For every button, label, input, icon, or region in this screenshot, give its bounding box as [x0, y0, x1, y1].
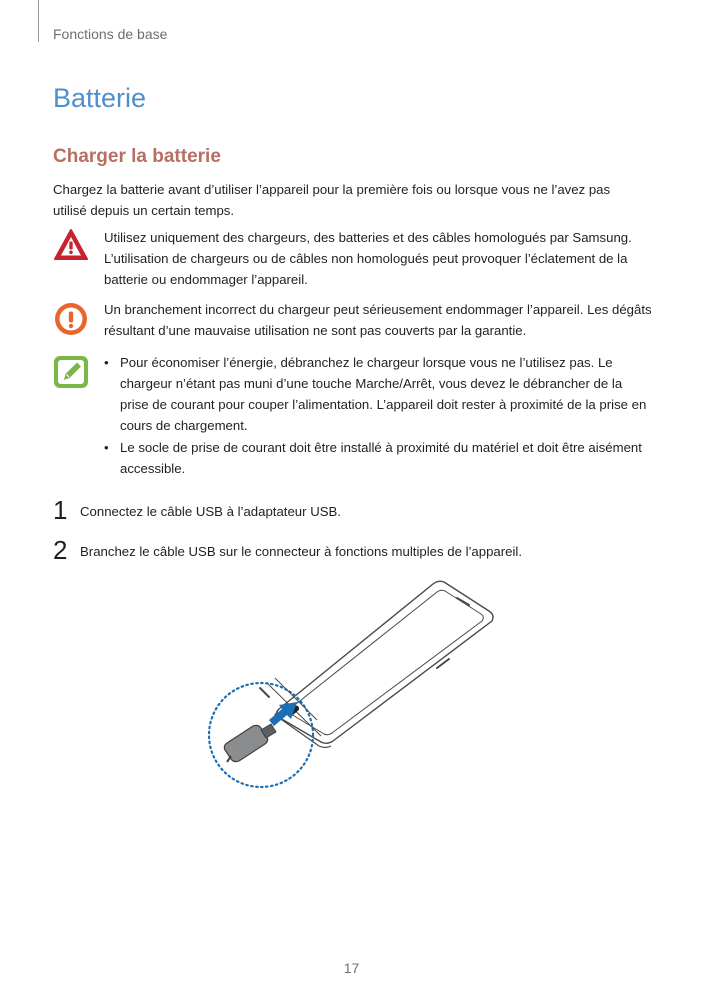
step-text: Connectez le câble USB à l’adaptateur USB.	[80, 504, 341, 519]
page-number: 17	[343, 960, 360, 976]
bullet-dot: •	[104, 355, 109, 370]
charging-illustration	[205, 578, 505, 803]
step-text: Branchez le câble USB sur le connecteur à fonctions multiples de l’appareil.	[80, 544, 523, 559]
warning-triangle-icon	[53, 228, 89, 262]
note-pencil-icon	[53, 355, 89, 389]
caution-exclamation-icon	[54, 302, 88, 336]
bullet-dot: •	[104, 440, 109, 455]
note-bullet-text: Pour économiser l’énergie, débranchez le chargeur lorsque vous ne l’utilisez pas. Le chargeur n’étant pas muni d’une touche Marche/Arrêt, vous devez le débrancher de la prise de courant pour couper l’alimentation. L’appareil doit rester à proximité de la prise en cours de chargement.	[120, 355, 647, 433]
usb-adapter	[224, 724, 276, 762]
caution-text: Un branchement incorrect du chargeur peut sérieusement endommager l’appareil. Les dégâts résultant d’une mauvaise utilisation ne sont pas couverts par la garantie.	[104, 302, 652, 338]
note-bullet-text: Le socle de prise de courant doit être installé à proximité du matériel et doit être aisément accessible.	[120, 440, 642, 476]
step-number: 2	[53, 535, 68, 565]
warning-text: Utilisez uniquement des chargeurs, des batteries et des câbles homologués par Samsung. L’utilisation de chargeurs ou de câbles non homologués peut provoquer l’éclatement de la batterie ou endommager l’appareil.	[104, 230, 632, 287]
note-bullet	[104, 437, 654, 479]
section-subtitle: Charger la batterie	[53, 146, 221, 167]
intro-paragraph: Chargez la batterie avant d’utiliser l’appareil pour la première fois ou lorsque vous ne l’avez pas utilisé depuis un certain temps.	[53, 182, 611, 218]
note-bullet	[104, 352, 654, 436]
header-rule	[38, 0, 39, 42]
page-title: Batterie	[53, 83, 147, 113]
step-number: 1	[53, 495, 68, 525]
section-header: Fonctions de base	[53, 26, 168, 42]
